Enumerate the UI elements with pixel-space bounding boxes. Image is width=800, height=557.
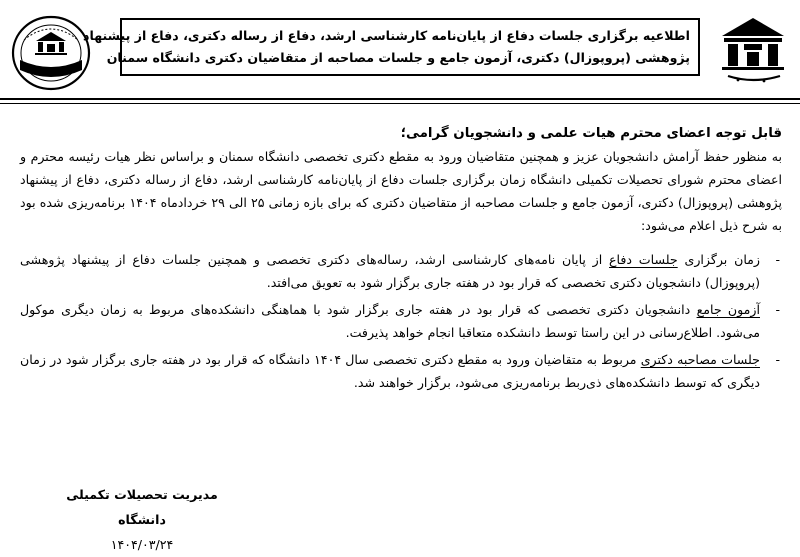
letterhead (0, 0, 800, 98)
announcement-title (83, 18, 700, 76)
list-item (20, 348, 782, 394)
bullet: - (775, 352, 780, 367)
item-topic: جلسات مصاحبه دکتری (640, 352, 760, 367)
list-item (20, 298, 782, 344)
item-topic: آزمون جامع (696, 302, 760, 317)
item-text: دانشجویان دکتری تخصصی که قرار بود در هفته جاری برگزار شود با هماهنگی دانشکده‌های مربوط به زمان دیگری موکول می‌شود. اطلاع‌رسانی در این راستا توسط دانشکده متعاقبا انجام خواهد پذیرفت. (20, 302, 760, 340)
university-logo-icon (714, 14, 792, 86)
greeting: قابل توجه اعضای محترم هیات علمی و دانشجویان گرامی؛ (400, 126, 782, 141)
header-divider-top (0, 98, 800, 100)
signature-block (52, 482, 232, 557)
item-text: از پایان نامه‌های کارشناسی ارشد، رساله‌های دکتری تخصصی و همچنین جلسات دفاع از پیشنهاد پژوهشی (پروپوزال) دانشجویان دکتری تخصصی که قرار بود در هفته جاری برگزار شود به تعویق می‌افتد. (20, 252, 760, 290)
graduate-studies-seal-icon (8, 10, 94, 96)
item-topic: جلسات دفاع (609, 252, 678, 267)
announcement-body (20, 122, 782, 398)
item-text: مربوط به متقاضیان ورود به مقطع دکتری تخصصی سال ۱۴۰۴ دانشگاه که قرار بود در هفته جاری برگزار شود در زمان دیگری که توسط دانشکده‌های ذی‌ربط برنامه‌ریزی می‌شود، برگزار خواهند شد. (20, 352, 760, 390)
header-divider-bottom (0, 103, 800, 104)
bullet: - (775, 252, 780, 267)
intro-paragraph: به منظور حفظ آرامش دانشجویان عزیز و همچنین متقاضیان ورود به مقطع دکتری تخصصی دانشگاه سمنان و براساس نظر هیات رئیسه محترم و اعضای محترم شورای تحصیلات تکمیلی دانشگاه زمان برگزاری جلسات دفاع از پایان‌نامه کارشناسی ارشد، دفاع از رساله دکتری، دفاع از پیشنهاد پژوهشی (پروپوزال) دکتری، آزمون جامع و جلسات مصاحبه از متقاضیان دکتری که برای بازه زمانی ۲۵ الی ۲۹ خردادماه ۱۴۰۴ برنامه‌ریزی شده بود به شرح ذیل اعلام می‌شود: (20, 149, 783, 233)
bullet: - (775, 302, 780, 317)
announcement-items (20, 248, 782, 394)
item-lead: زمان برگزاری (684, 252, 760, 267)
title-line-1: اطلاعیه برگزاری جلسات دفاع از پایان‌نامه کارشناسی ارشد، دفاع از رساله دکتری، دفاع از پیشنهاد (83, 28, 690, 43)
list-item (20, 248, 782, 294)
date: ۱۴۰۴/۰۳/۲۴ (110, 537, 174, 552)
title-line-2: پژوهشی (پروپوزال) دکتری، آزمون جامع و جلسات مصاحبه از متقاضیان دکتری دانشگاه سمنان (106, 50, 690, 65)
signatory: مدیریت تحصیلات تکمیلی دانشگاه (66, 487, 218, 527)
